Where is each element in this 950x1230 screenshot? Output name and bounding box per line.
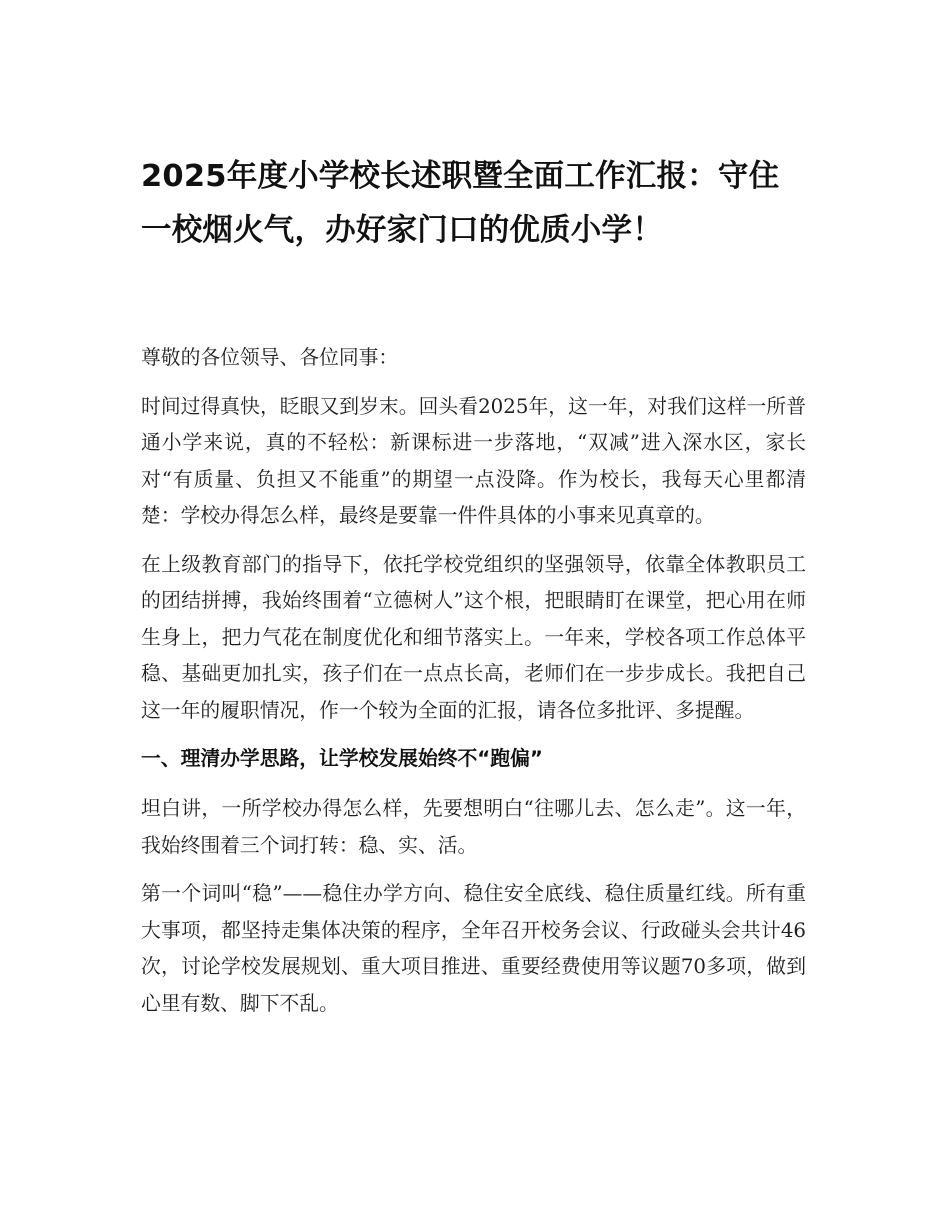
intro-paragraph-2: 在上级教育部门的指导下，依托学校党组织的坚强领导，依靠全体教职员工的团结拼搏，我始终围着“立德树人”这个根，把眼睛盯在课堂，把心用在师生身上，把力气花在制度优化和细节落实上。一年来，学校各项工作总体平稳、基础更加扎实，孩子们在一点点长高，老师们在一步步成长。我把自己这一年的履职情况，作一个较为全面的汇报，请各位多批评、多提醒。 (141, 552, 806, 722)
document-body (141, 340, 806, 1022)
section-heading-1: 一、理清办学思路，让学校发展始终不“跑偏” (141, 747, 543, 770)
document-page (141, 150, 806, 1034)
greeting: 尊敬的各位领导、各位同事： (141, 346, 399, 369)
section-1-paragraph-1: 坦白讲，一所学校办得怎么样，先要想明白“往哪儿去、怎么走”。这一年，我始终围着三个词打转：稳、实、活。 (141, 797, 806, 857)
section-1-paragraph-2: 第一个词叫“稳”——稳住办学方向、稳住安全底线、稳住质量红线。所有重大事项，都坚持走集体决策的程序，全年召开校务会议、行政碰头会共计46次，讨论学校发展规划、重大项目推进、重要经费使用等议题70多项，做到心里有数、脚下不乱。 (141, 882, 806, 1015)
intro-paragraph-1: 时间过得真快，眨眼又到岁末。回头看2025年，这一年，对我们这样一所普通小学来说，真的不轻松：新课标进一步落地，“双减”进入深水区，家长对“有质量、负担又不能重”的期望一点没降。作为校长，我每天心里都清楚：学校办得怎么样，最终是要靠一件件具体的小事来见真章的。 (141, 394, 806, 527)
document-title: 2025年度小学校长述职暨全面工作汇报：守住一校烟火气，办好家门口的优质小学！ (141, 159, 780, 248)
